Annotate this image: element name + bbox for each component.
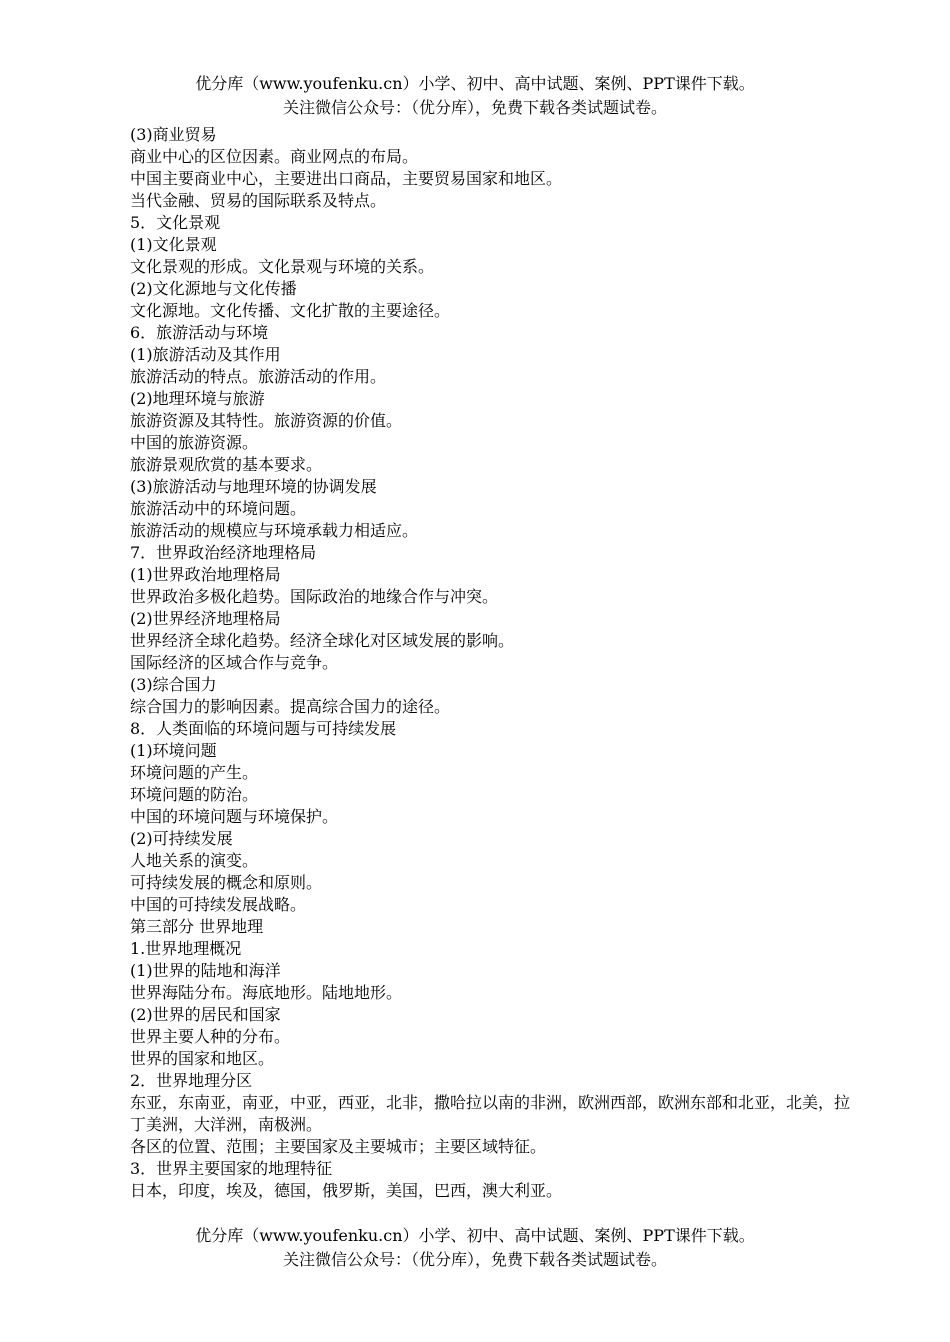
section-heading: 1.世界地理概况: [130, 939, 242, 958]
text-line: 日本，印度，埃及，德国，俄罗斯，美国，巴西，澳大利亚。: [130, 1181, 563, 1200]
subsection-heading: (3)综合国力: [130, 675, 217, 694]
section-heading: 2．世界地理分区: [130, 1071, 253, 1090]
subsection-heading: (2)可持续发展: [130, 829, 233, 848]
header-line-1: 优分库（www.youfenku.cn）小学、初中、高中试题、案例、PPT课件下载。: [195, 74, 755, 93]
text-line: 各区的位置、范围；主要国家及主要城市；主要区域特征。: [130, 1137, 547, 1156]
text-line: 世界政治多极化趋势。国际政治的地缘合作与冲突。: [130, 587, 499, 606]
text-line: 旅游活动中的环境问题。: [130, 499, 307, 518]
subsection-heading: (2)世界经济地理格局: [130, 609, 281, 628]
document-body: [130, 124, 850, 1202]
text-line: 文化景观的形成。文化景观与环境的关系。: [130, 257, 435, 276]
text-line: 文化源地。文化传播、文化扩散的主要途径。: [130, 301, 451, 320]
section-heading: 8．人类面临的环境问题与可持续发展: [130, 719, 397, 738]
text-line: 中国主要商业中心，主要进出口商品，主要贸易国家和地区。: [130, 169, 563, 188]
section-heading: 5．文化景观: [130, 213, 221, 232]
text-line: 可持续发展的概念和原则。: [130, 873, 323, 892]
header-line-2: 关注微信公众号：（优分库），免费下载各类试题试卷。: [282, 98, 667, 117]
footer-line-2: 关注微信公众号：（优分库），免费下载各类试题试卷。: [282, 1250, 667, 1269]
subsection-heading: (2)世界的居民和国家: [130, 1005, 281, 1024]
section-heading: 3．世界主要国家的地理特征: [130, 1159, 333, 1178]
text-line: 环境问题的防治。: [130, 785, 259, 804]
text-line: 旅游活动的特点。旅游活动的作用。: [130, 367, 387, 386]
text-line: 商业中心的区位因素。商业网点的布局。: [130, 147, 419, 166]
subsection-heading: (1)旅游活动及其作用: [130, 345, 281, 364]
text-line: 中国的可持续发展战略。: [130, 895, 307, 914]
text-line: 当代金融、贸易的国际联系及特点。: [130, 191, 387, 210]
part-heading: 第三部分 世界地理: [130, 917, 264, 936]
subsection-heading: (3)旅游活动与地理环境的协调发展: [130, 477, 377, 496]
subsection-heading: (1)环境问题: [130, 741, 217, 760]
text-line: 世界的国家和地区。: [130, 1049, 275, 1068]
subsection-heading: (1)文化景观: [130, 235, 217, 254]
subsection-heading: (1)世界政治地理格局: [130, 565, 281, 584]
text-line: 人地关系的演变。: [130, 851, 259, 870]
text-line: 中国的环境问题与环境保护。: [130, 807, 339, 826]
text-line: 旅游资源及其特性。旅游资源的价值。: [130, 411, 403, 430]
text-line: 国际经济的区域合作与竞争。: [130, 653, 339, 672]
text-line: (3)商业贸易: [130, 125, 217, 144]
text-line: 世界主要人种的分布。: [130, 1027, 291, 1046]
text-line: 中国的旅游资源。: [130, 433, 259, 452]
subsection-heading: (1)世界的陆地和海洋: [130, 961, 281, 980]
text-line: 旅游活动的规模应与环境承载力相适应。: [130, 521, 419, 540]
text-line: 旅游景观欣赏的基本要求。: [130, 455, 323, 474]
subsection-heading: (2)文化源地与文化传播: [130, 279, 297, 298]
regions-paragraph: 东亚，东南亚，南亚，中亚，西亚，北非，撒哈拉以南的非洲，欧洲西部，欧洲东部和北亚，北美，拉丁美洲，大洋洲，南极洲。: [130, 1093, 851, 1134]
section-heading: 7．世界政治经济地理格局: [130, 543, 317, 562]
subsection-heading: (2)地理环境与旅游: [130, 389, 265, 408]
text-line: 世界海陆分布。海底地形。陆地地形。: [130, 983, 403, 1002]
text-line: 综合国力的影响因素。提高综合国力的途径。: [130, 697, 451, 716]
footer-line-1: 优分库（www.youfenku.cn）小学、初中、高中试题、案例、PPT课件下载。: [195, 1226, 755, 1245]
section-heading: 6．旅游活动与环境: [130, 323, 269, 342]
text-line: 世界经济全球化趋势。经济全球化对区域发展的影响。: [130, 631, 515, 650]
page-footer: [0, 1224, 950, 1272]
text-line: 环境问题的产生。: [130, 763, 259, 782]
page-header: [0, 72, 950, 120]
